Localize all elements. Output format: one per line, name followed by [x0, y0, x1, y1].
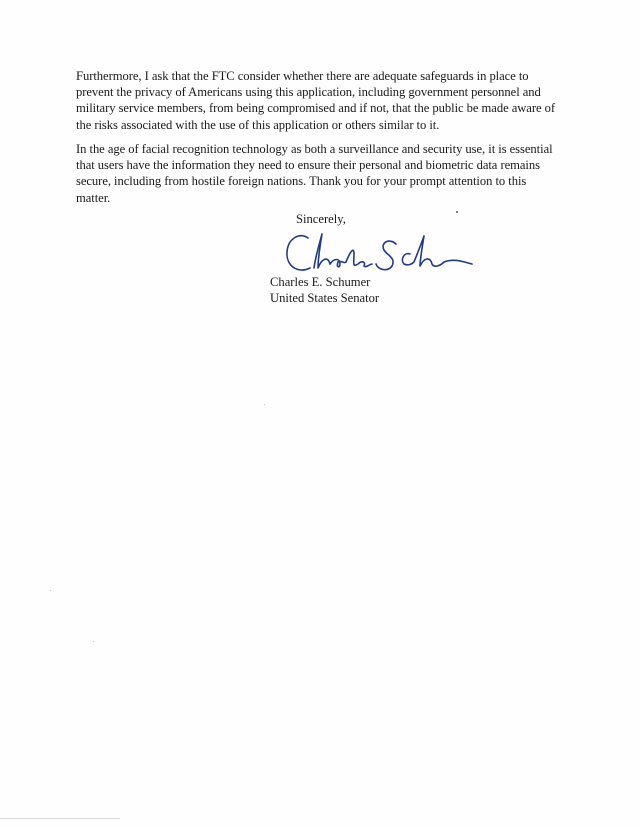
scan-speck	[264, 404, 265, 405]
scan-speck	[50, 590, 51, 591]
scan-speck	[93, 641, 94, 642]
signer-title: United States Senator	[270, 290, 380, 305]
paragraph-line: military service members, from being compromised and if not, that the public be made aware of	[76, 101, 556, 116]
body-paragraph-2	[76, 141, 576, 206]
paragraph-line: secure, including from hostile foreign nations. Thank you for your prompt attention to this	[76, 174, 527, 189]
signer-block	[270, 275, 379, 307]
paragraph-line: prevent the privacy of Americans using this application, including government personnel and	[76, 85, 541, 100]
body-paragraph-1	[76, 68, 576, 133]
closing-salutation: Sincerely,	[296, 212, 346, 226]
scan-edge-line	[0, 818, 120, 819]
paragraph-line: matter.	[76, 190, 111, 205]
paragraph-line: Furthermore, I ask that the FTC consider whether there are adequate safeguards in place to	[76, 69, 529, 83]
paragraph-line: the risks associated with the use of this application or others similar to it.	[76, 117, 440, 132]
signer-name: Charles E. Schumer	[270, 275, 371, 289]
scan-speck	[456, 211, 458, 213]
paragraph-line: In the age of facial recognition technology as both a surveillance and security use, it is essential	[76, 142, 553, 156]
handwritten-signature	[284, 224, 474, 276]
paragraph-line: that users have the information they need to ensure their personal and biometric data remains	[76, 158, 540, 173]
